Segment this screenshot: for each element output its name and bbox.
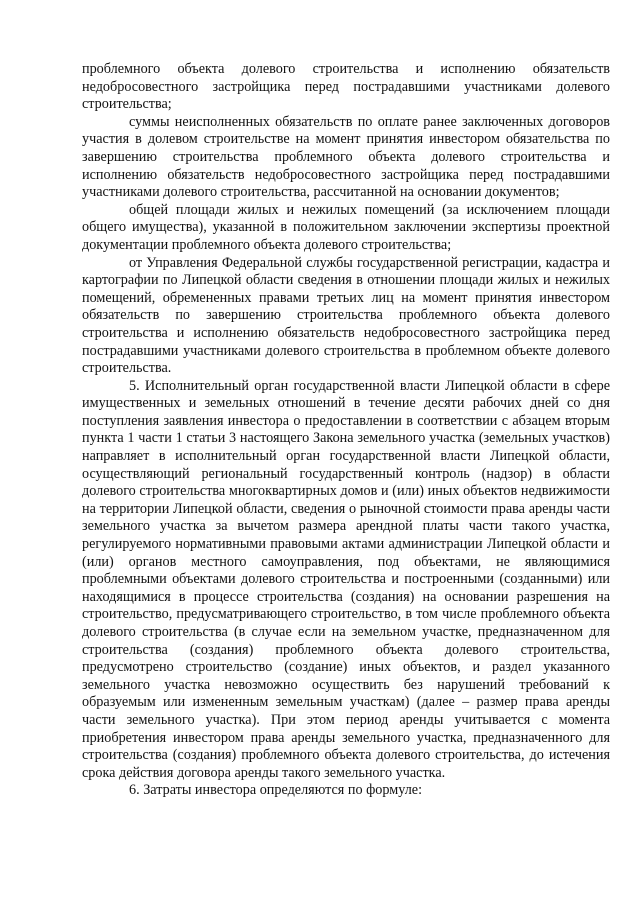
paragraph-total-area: общей площади жилых и нежилых помещений (за исключением площади общего имущества), указанной в положительном заключении экспертизы проектной документации проблемного объекта долевого строительства; xyxy=(82,201,610,253)
paragraph-item-6: 6. Затраты инвестора определяются по формуле: xyxy=(129,782,423,799)
paragraph-unfulfilled-obligations: суммы неисполненных обязательств по оплате ранее заключенных договоров участия в долевом строительстве на момент принятия инвестором обязательства по завершению строительства проблемного объекта долевого строительства и исполнению обязательств недобросовестного застройщика перед пострадавшими участниками долевого строительства, рассчитанной на основании документов; xyxy=(82,113,610,201)
paragraph-continuation: проблемного объекта долевого строительства и исполнению обязательств недобросовестного застройщика перед пострадавшими участниками долевого строительства; xyxy=(82,61,610,113)
paragraph-item-5: 5. Исполнительный орган государственной власти Липецкой области в сфере имущественных и земельных отношений в течение десяти рабочих дней со дня поступления заявления инвестора о предоставлении в соответствии с абзацем вторым пункта 1 части 1 статьи 3 настоящего Закона земельного участка (земельных участков) направляет в исполнительный орган государственной власти Липецкой области, осуществляющий региональный государственный контроль (надзор) в области долевого строительства многоквартирных домов и (или) иных объектов недвижимости на территории Липецкой области, сведения о рыночной стоимости права аренды части земельного участка за вычетом размера арендной платы части такого участка, регулируемого нормативными правовыми актами администрации Липецкой области и (или) органов местного самоуправления, под объектами, не являющимися проблемными объектами долевого строительства и построенными (созданными) или находящимися в процессе строительства (создания) на основании разрешения на строительство, предусматривающего строительство, в том числе проблемного объекта долевого строительства (в случае если на земельном участке, предназначенном для строительства (создания) проблемного объекта долевого строительства, предусмотрено строительство (создание) иных объектов, и раздел указанного земельного участка невозможно осуществить без нарушений требований к образуемым или измененным земельным участкам) (далее – размер права аренды части земельного участка). При этом период аренды учитывается с момента приобретения инвестором права аренды земельного участка, предназначенного для строительства (создания) проблемного объекта долевого строительства, до истечения срока действия договора аренды такого земельного участка. xyxy=(82,377,610,781)
document-page xyxy=(82,61,610,800)
paragraph-rosreestr-info: от Управления Федеральной службы государственной регистрации, кадастра и картографии по Липецкой области сведения в отношении площади жилых и нежилых помещений, обремененных правами третьих лиц на момент принятия инвестором обязательств по завершению строительства проблемного объекта долевого строительства и исполнению обязательств недобросовестного застройщика перед пострадавшими участниками долевого строительства в проблемном объекте долевого строительства. xyxy=(82,254,610,377)
